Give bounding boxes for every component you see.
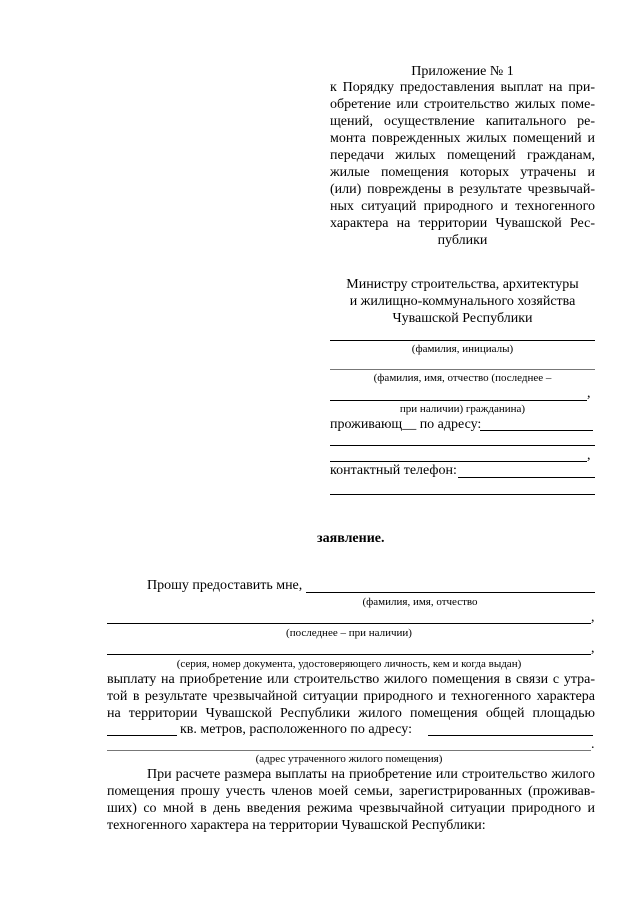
hint-full-name: (фамилия, имя, отчество (последнее – — [373, 372, 552, 384]
paragraph-line: на территории Чувашской Республики жилого помещения общей площадью — [107, 706, 595, 721]
addressee-line: Министру строительства, архитектуры — [346, 277, 579, 292]
hint-identity-document: (серия, номер документа, удостоверяющего личность, кем и когда выдан) — [176, 658, 522, 670]
comma: , — [587, 386, 591, 401]
area-label: кв. метров, расположенного по адресу: — [180, 722, 412, 737]
identity-document-field[interactable] — [107, 654, 591, 655]
hint-full-name-end: при наличии) гражданина) — [399, 403, 526, 415]
phone-field-line2[interactable] — [330, 494, 595, 495]
comma: , — [587, 448, 591, 463]
hint-requester-name: (фамилия, имя, отчество — [362, 596, 478, 608]
hint-last-name-part: (последнее – при наличии) — [286, 627, 412, 639]
appendix-line: жилые помещения которых утрачены и — [330, 165, 595, 180]
period: . — [591, 737, 595, 752]
addressee-line: и жилищно-коммунального хозяйства — [349, 294, 576, 309]
address-field-line3[interactable] — [330, 461, 587, 462]
requester-name-field[interactable] — [306, 592, 595, 593]
appendix-line: щений, осуществление капитального ре- — [330, 114, 595, 129]
lost-address-field-line2[interactable] — [107, 750, 591, 751]
residing-label: проживающ__ по адресу: — [330, 417, 482, 432]
full-name-field[interactable] — [330, 369, 595, 370]
appendix-line: обретение или строительство жилых поме- — [330, 97, 595, 112]
hint-lost-address: (адрес утраченного жилого помещения) — [255, 753, 443, 765]
full-name-field-continued[interactable] — [330, 400, 587, 401]
appendix-line: характера на территории Чувашской Рес- — [330, 216, 595, 231]
lost-address-field[interactable] — [428, 735, 593, 736]
paragraph-line: При расчете размера выплаты на приобретение или строительство жилого — [147, 767, 595, 782]
appendix-line: к Порядку предоставления выплат на при- — [330, 80, 595, 95]
appendix-line: ных ситуаций природного и техногенного — [330, 199, 595, 214]
phone-label: контактный телефон: — [330, 463, 457, 478]
paragraph-line: ших) со мной в день введения режима чрезвычайной ситуации природного и — [107, 801, 595, 816]
statement-heading: заявление. — [317, 531, 385, 546]
appendix-line: передачи жилых помещений гражданам, — [330, 148, 595, 163]
comma: , — [591, 610, 595, 625]
paragraph-line: выплату на приобретение или строительство жилого помещения в связи с утра- — [107, 672, 595, 687]
comma: , — [591, 641, 595, 656]
requester-name-field-continued[interactable] — [107, 623, 591, 624]
appendix-line: (или) повреждены в результате чрезвычай- — [330, 182, 595, 197]
hint-surname-initials: (фамилия, инициалы) — [411, 343, 514, 355]
address-field[interactable] — [480, 430, 593, 431]
paragraph-line: помещения прошу учесть членов моей семьи, зарегистрированных (проживав- — [107, 784, 595, 799]
address-field-line2[interactable] — [330, 445, 595, 446]
phone-field[interactable] — [458, 477, 595, 478]
paragraph-line-last: техногенного характера на территории Чувашской Республики: — [107, 818, 486, 833]
area-field[interactable] — [107, 735, 177, 736]
request-label: Прошу предоставить мне, — [147, 578, 303, 593]
appendix-line-last: публики — [437, 233, 488, 248]
surname-initials-field[interactable] — [330, 340, 595, 341]
appendix-title: Приложение № 1 — [411, 64, 514, 79]
paragraph-line: той в результате чрезвычайной ситуации природного и техногенного характера — [107, 689, 595, 704]
addressee-line: Чувашской Республики — [392, 311, 533, 326]
appendix-line: монта поврежденных жилых помещений и — [330, 131, 595, 146]
